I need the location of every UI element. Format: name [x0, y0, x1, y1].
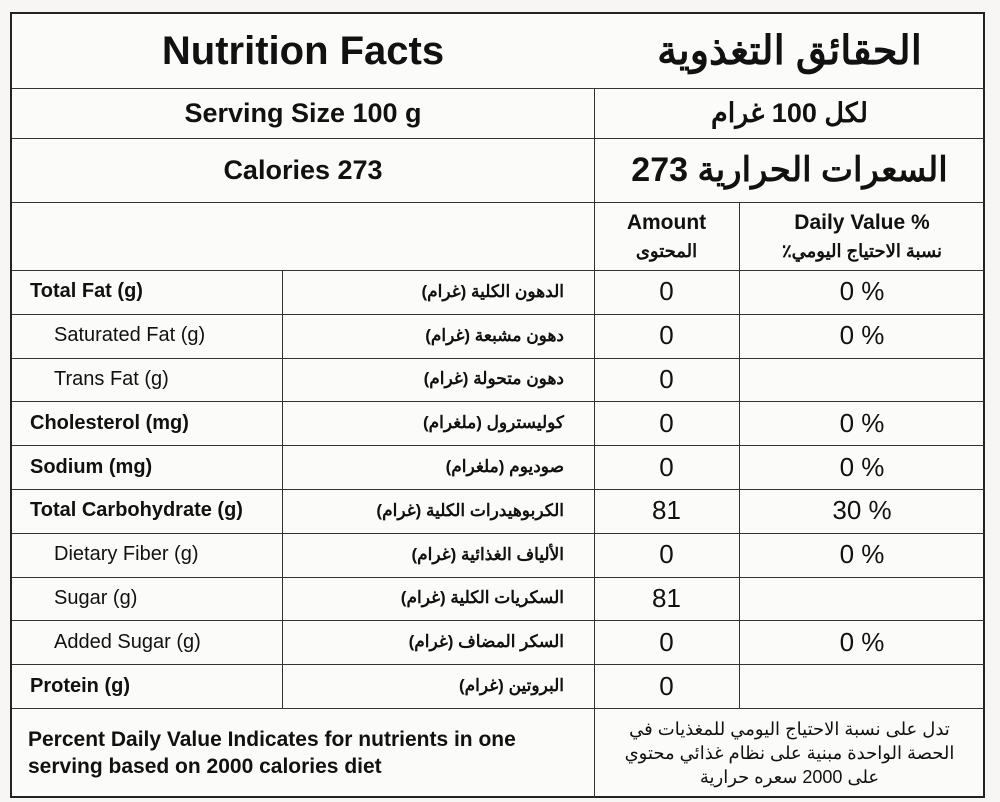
- nutrient-name-english: Sugar (g): [54, 586, 138, 609]
- nutrient-name-english: Dietary Fiber (g): [54, 543, 199, 566]
- title-english: Nutrition Facts: [161, 28, 445, 73]
- nutrient-name-english: Saturated Fat (g): [54, 324, 206, 347]
- nutrient-name-english: Cholesterol (mg): [30, 411, 189, 434]
- nutrient-amount: 0: [659, 320, 674, 351]
- nutrient-name-english: Added Sugar (g): [54, 630, 201, 653]
- nutrient-amount: 0: [659, 670, 674, 701]
- nutrient-amount: 0: [659, 626, 674, 657]
- nutrient-daily-value: 0 %: [839, 539, 885, 570]
- serving-size-english: Serving Size 100 g: [184, 97, 422, 128]
- nutrient-name-arabic: دهون متحولة (غرام): [423, 369, 564, 389]
- nutrient-daily-value: [739, 664, 985, 708]
- amount-column-header: [594, 202, 739, 270]
- nutrient-daily-value: 0 %: [839, 451, 885, 482]
- amount-header-arabic: المحتوى: [635, 240, 698, 261]
- nutrient-name-arabic: كوليسترول (ملغرام): [422, 413, 564, 433]
- nutrient-daily-value: 0 %: [839, 626, 885, 657]
- calories-english: Calories 273: [223, 154, 383, 185]
- calories-arabic: السعرات الحرارية 273: [631, 151, 948, 189]
- serving-size-arabic: لكل 100 غرام: [711, 97, 868, 128]
- nutrient-daily-value: 0 %: [839, 276, 885, 307]
- nutrient-amount: 0: [659, 539, 674, 570]
- amount-header-english: Amount: [626, 210, 707, 234]
- footnote-english: Percent Daily Value Indicates for nutrients in one serving based on 2000 calories diet: [28, 728, 516, 778]
- nutrient-name-arabic: البروتين (غرام): [459, 676, 564, 696]
- nutrient-name-english: Total Fat (g): [30, 280, 143, 303]
- nutrient-name-arabic: دهون مشبعة (غرام): [425, 325, 564, 345]
- nutrient-amount: 0: [659, 276, 674, 307]
- nutrient-daily-value: 30 %: [832, 495, 892, 526]
- nutrient-daily-value: 0 %: [839, 407, 885, 438]
- nutrient-name-arabic: السكريات الكلية (غرام): [400, 588, 564, 608]
- nutrient-amount: 0: [659, 451, 674, 482]
- nutrient-daily-value: [739, 577, 985, 621]
- nutrient-amount: 81: [652, 495, 681, 526]
- nutrient-amount: 0: [659, 407, 674, 438]
- daily-value-header-arabic: نسبة الاحتياج اليومي٪: [781, 240, 943, 261]
- nutrient-name-arabic: السكر المضاف (غرام): [408, 632, 564, 652]
- nutrient-name-english: Total Carbohydrate (g): [30, 499, 243, 522]
- nutrient-amount: 81: [652, 582, 681, 613]
- nutrient-amount: 0: [659, 363, 674, 394]
- nutrient-name-arabic: الكربوهيدرات الكلية (غرام): [376, 500, 564, 520]
- nutrient-daily-value: 0 %: [839, 320, 885, 351]
- daily-value-column-header: [739, 202, 985, 270]
- nutrient-daily-value: [739, 358, 985, 402]
- nutrient-name-english: Sodium (mg): [30, 455, 153, 478]
- daily-value-header-english: Daily Value %: [794, 210, 930, 234]
- nutrient-name-english: Trans Fat (g): [54, 367, 169, 390]
- nutrition-label: [10, 12, 985, 798]
- nutrient-name-arabic: صوديوم (ملغرام): [445, 457, 564, 477]
- nutrient-name-arabic: الألياف الغذائية (غرام): [411, 544, 564, 564]
- title-arabic: الحقائق التغذوية: [657, 29, 922, 73]
- nutrient-name-arabic: الدهون الكلية (غرام): [421, 281, 564, 301]
- footnote-arabic: تدل على نسبة الاحتياج اليومي للمغذيات في الحصة الواحدة مبنية على نظام غذائي محتوي على 2000 سعره حرارية: [624, 719, 955, 787]
- nutrient-name-english: Protein (g): [30, 674, 130, 697]
